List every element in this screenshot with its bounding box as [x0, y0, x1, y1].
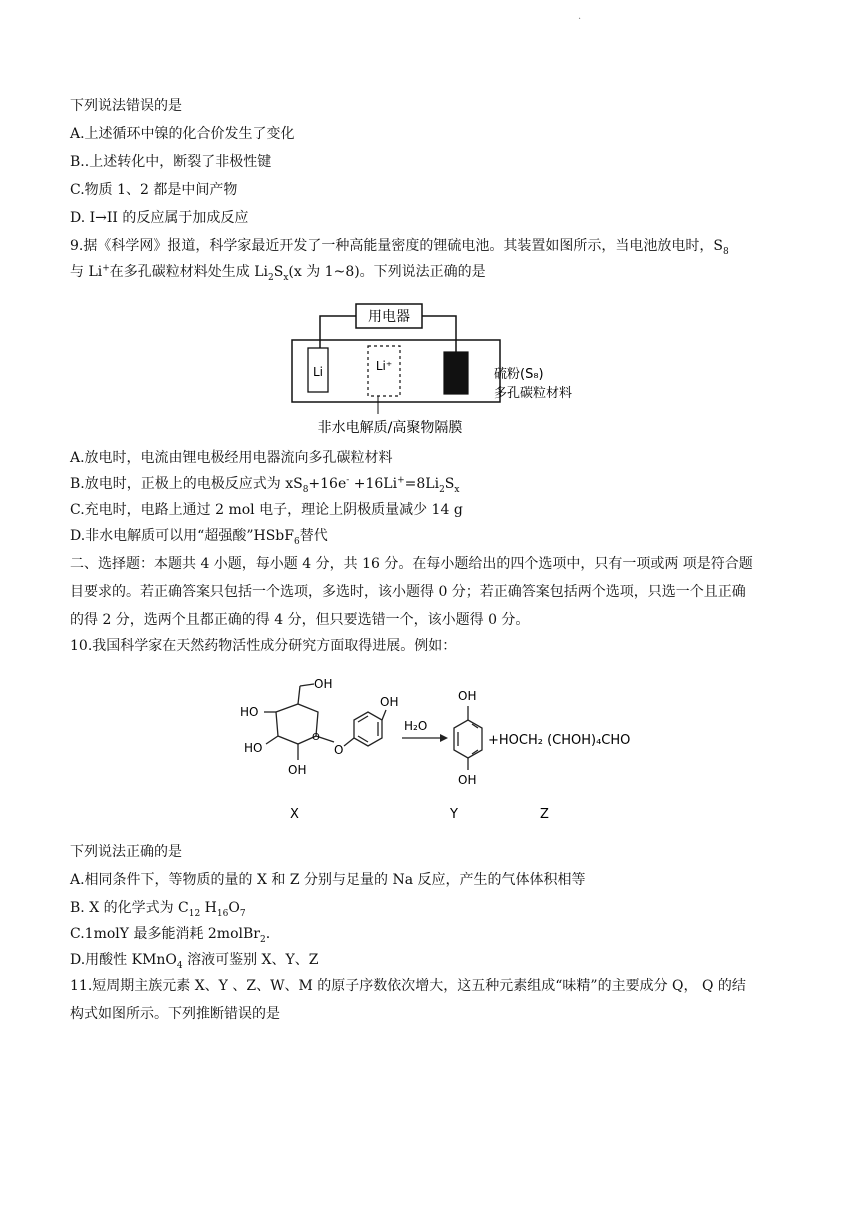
glucose-ring [264, 684, 334, 760]
x-ho-lower: HO [244, 741, 263, 755]
q9-option-c: C.充电时，电路上通过 2 mol 电子，理论上阴极质量减少 14 g [70, 502, 463, 518]
x-ring-o: O [312, 732, 320, 743]
li-ion-label: Li⁺ [375, 359, 393, 373]
header-mark: · [578, 14, 582, 25]
x-benzene-ring [344, 710, 386, 746]
q9-stem-line2: 与 Li+在多孔碳粒材料处生成 $Li_2S_x(x$ 为 1~8)。下列说法正确的是 [70, 263, 486, 283]
q11-stem-line1: 11.短周期主族元素 X、Y 、Z、W、M 的原子序数依次增大，这五种元素组成“味精”的主要成分 Q， Q 的结 [70, 978, 746, 994]
compound-x-labels [240, 677, 343, 777]
q9-stem-line1: 9.据《科学网》报道，科学家最近开发了一种高能量密度的锂硫电池。其装置如图所示，当电池放电时，$S_8$ [70, 238, 729, 257]
device-label: 用电器 [368, 309, 410, 325]
wire-left [320, 316, 356, 352]
q8-option-a: A.上述循环中镍的化合价发生了变化 [70, 126, 295, 142]
water-label: H₂O [404, 719, 428, 733]
x-glycosidic-o: O [334, 743, 344, 757]
label-x: X [290, 807, 299, 822]
q8-option-b: B..上述转化中，断裂了非极性键 [70, 154, 272, 170]
battery-diagram [286, 296, 606, 442]
label-z: Z [540, 807, 549, 822]
z-formula: +HOCH₂ (CHOH)₄CHO [488, 733, 631, 748]
wire-right [422, 316, 456, 352]
q9-option-a: A.放电时，电流由锂电极经用电器流向多孔碳粒材料 [70, 450, 393, 466]
q10-stem: 10.我国科学家在天然药物活性成分研究方面取得进展。例如： [70, 638, 457, 654]
reaction-scheme [240, 664, 640, 832]
y-benzene-ring [454, 706, 482, 770]
q8-stem: 下列说法错误的是 [70, 98, 182, 114]
x-ho-left: HO [240, 705, 259, 719]
y-oh-top: OH [458, 689, 477, 703]
reaction-arrowhead [440, 734, 448, 742]
carbon-electrode [444, 352, 468, 394]
carbon-label: 多孔碳粒材料 [494, 386, 573, 401]
membrane-label: 非水电解质/高聚物隔膜 [317, 420, 463, 436]
q8-option-c: C.物质 1、2 都是中间产物 [70, 182, 238, 198]
sulfur-label: 硫粉(S₈) [494, 367, 544, 382]
section2-instructions-line3: 的得 2 分，选两个且都正确的得 4 分，但只要选错一个，该小题得 0 分。 [70, 612, 530, 628]
q11-stem-line2: 构式如图所示。下列推断错误的是 [70, 1006, 280, 1022]
label-y: Y [450, 807, 458, 822]
q10-option-b: B. X 的化学式为 $C_{12}$ $H_{16}O_7$ [70, 900, 246, 919]
y-oh-bottom: OH [458, 773, 477, 787]
q8-option-d: D. I→II 的反应属于加成反应 [70, 210, 249, 226]
section2-instructions-line2: 目要求的。若正确答案只包括一个选项，多选时，该小题得 0 分；若正确答案包括两个选项，只选一个且正确 [70, 584, 746, 600]
q9-option-d: D.非水电解质可以用“超强酸”HSbF$_6$替代 [70, 528, 328, 547]
x-oh-top: OH [314, 677, 333, 691]
section2-instructions-line1: 二、选择题：本题共 4 小题，每小题 4 分，共 16 分。在每小题给出的四个选项中，只有一项或两 项是符合题 [70, 556, 753, 572]
li-label: Li [312, 365, 324, 379]
x-oh-bottom: OH [288, 763, 307, 777]
q10-option-c: C.1molY 最多能消耗 2molBr$_2$. [70, 926, 271, 945]
q9-option-b: B.放电时，正极上的电极反应式为 $xS_8+16e^- +16Li^+=8Li_2S_x$ [70, 475, 460, 495]
q10-stem2: 下列说法正确的是 [70, 844, 182, 860]
q10-option-d: D.用酸性 KMnO$_4$ 溶液可鉴别 X、Y、Z [70, 952, 319, 971]
x-phenol-oh: OH [380, 695, 399, 709]
q10-option-a: A.相同条件下，等物质的量的 X 和 Z 分别与足量的 Na 反应，产生的气体体积相等 [70, 872, 586, 888]
